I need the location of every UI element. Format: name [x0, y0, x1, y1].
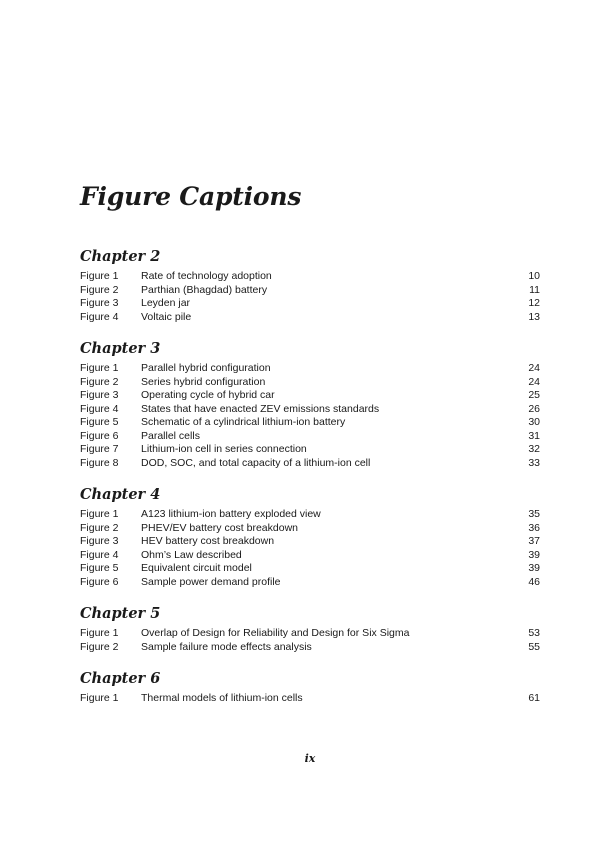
chapter-heading: Chapter 2 — [80, 248, 161, 265]
figure-entry — [80, 389, 540, 403]
figure-caption: Series hybrid configuration — [141, 375, 266, 388]
chapter-section — [80, 668, 540, 706]
page-title: Figure Captions — [80, 182, 302, 211]
figure-page-number: 36 — [528, 521, 540, 534]
figure-label: Figure 4 — [80, 310, 119, 323]
figure-entry — [80, 297, 540, 311]
chapter-heading: Chapter 4 — [80, 486, 161, 503]
figure-entry — [80, 576, 540, 590]
figure-label: Figure 4 — [80, 402, 119, 415]
figure-entry — [80, 270, 540, 284]
figure-caption: Lithium-ion cell in series connection — [141, 443, 307, 455]
figure-caption: PHEV/EV battery cost breakdown — [141, 521, 298, 534]
figure-entry — [80, 311, 540, 325]
chapter-section — [80, 484, 540, 589]
figure-caption: Rate of technology adoption — [141, 270, 272, 282]
figure-entry — [80, 508, 540, 522]
figure-label: Figure 3 — [80, 297, 119, 309]
figure-page-number: 35 — [528, 508, 540, 520]
figure-label: Figure 1 — [80, 270, 119, 282]
figure-page-number: 53 — [528, 627, 540, 639]
figure-label: Figure 1 — [80, 508, 119, 520]
figure-caption: Sample failure mode effects analysis — [141, 640, 312, 653]
figure-entry — [80, 535, 540, 549]
figure-caption: Leyden jar — [141, 297, 191, 309]
figure-label: Figure 6 — [80, 429, 119, 442]
figure-label: Figure 1 — [80, 362, 119, 374]
figure-entry — [80, 443, 540, 457]
figure-label: Figure 2 — [80, 375, 119, 388]
figure-caption: HEV battery cost breakdown — [141, 535, 275, 547]
figure-label: Figure 4 — [80, 548, 119, 561]
figure-entry — [80, 549, 540, 563]
figure-caption: Voltaic pile — [141, 310, 192, 323]
figure-label: Figure 1 — [80, 692, 119, 704]
figure-entry — [80, 522, 540, 536]
figure-page-number: 10 — [528, 270, 540, 282]
figure-page-number: 39 — [528, 548, 540, 561]
figure-entry — [80, 457, 540, 471]
figure-caption: Ohm’s Law described — [141, 548, 242, 561]
figure-caption: Operating cycle of hybrid car — [141, 389, 275, 401]
figure-label: Figure 2 — [80, 640, 119, 653]
figure-caption: States that have enacted ZEV emissions standards — [141, 402, 380, 415]
figure-label: Figure 3 — [80, 535, 119, 547]
figure-page-number: 11 — [529, 283, 540, 296]
figure-page-number: 46 — [528, 575, 540, 588]
figure-caption: Schematic of a cylindrical lithium-ion battery — [141, 416, 346, 428]
figure-label: Figure 8 — [80, 456, 119, 469]
chapter-section — [80, 338, 540, 470]
figure-page-number: 55 — [528, 640, 540, 653]
figure-page-number: 31 — [528, 429, 540, 442]
chapter-heading: Chapter 5 — [80, 605, 161, 622]
figure-page-number: 32 — [528, 443, 540, 455]
figure-caption: Parallel cells — [141, 429, 200, 442]
figure-label: Figure 2 — [80, 521, 119, 534]
figure-label: Figure 5 — [80, 562, 119, 574]
figure-label: Figure 5 — [80, 416, 119, 428]
chapter-heading: Chapter 6 — [80, 670, 161, 687]
figure-entry — [80, 376, 540, 390]
figure-entry — [80, 641, 540, 655]
figure-caption: Overlap of Design for Reliability and Design for Six Sigma — [141, 627, 410, 639]
figure-page-number: 61 — [528, 692, 540, 704]
page-number: ix — [304, 752, 316, 765]
figure-entry — [80, 562, 540, 576]
figure-page-number: 25 — [528, 389, 540, 401]
chapter-heading: Chapter 3 — [80, 340, 161, 357]
figure-page-number: 13 — [528, 310, 540, 323]
figure-entry — [80, 403, 540, 417]
figure-caption: A123 lithium-ion battery exploded view — [141, 508, 321, 520]
figure-page-number: 24 — [528, 375, 540, 388]
figure-entry — [80, 430, 540, 444]
figure-page-number: 24 — [528, 362, 540, 374]
figure-caption: Parallel hybrid configuration — [141, 362, 271, 374]
figure-caption: DOD, SOC, and total capacity of a lithium-ion cell — [141, 456, 371, 469]
chapter-section — [80, 246, 540, 324]
figure-entry — [80, 362, 540, 376]
figure-label: Figure 6 — [80, 575, 119, 588]
figure-page-number: 39 — [528, 562, 540, 574]
figure-entry — [80, 627, 540, 641]
figure-label: Figure 1 — [80, 627, 119, 639]
figure-caption-list — [80, 246, 540, 720]
figure-page-number: 33 — [528, 456, 540, 469]
figure-label: Figure 3 — [80, 389, 119, 401]
figure-caption: Thermal models of lithium-ion cells — [141, 692, 303, 704]
figure-label: Figure 2 — [80, 283, 119, 296]
figure-page-number: 37 — [528, 535, 540, 547]
figure-entry — [80, 692, 540, 706]
figure-label: Figure 7 — [80, 443, 119, 455]
chapter-section — [80, 603, 540, 654]
figure-entry — [80, 284, 540, 298]
figure-entry — [80, 416, 540, 430]
figure-caption: Sample power demand profile — [141, 575, 281, 588]
figure-page-number: 12 — [528, 297, 540, 309]
figure-caption: Equivalent circuit model — [141, 562, 252, 574]
figure-page-number: 30 — [528, 416, 540, 428]
figure-caption: Parthian (Bhagdad) battery — [141, 283, 268, 296]
figure-page-number: 26 — [528, 402, 540, 415]
